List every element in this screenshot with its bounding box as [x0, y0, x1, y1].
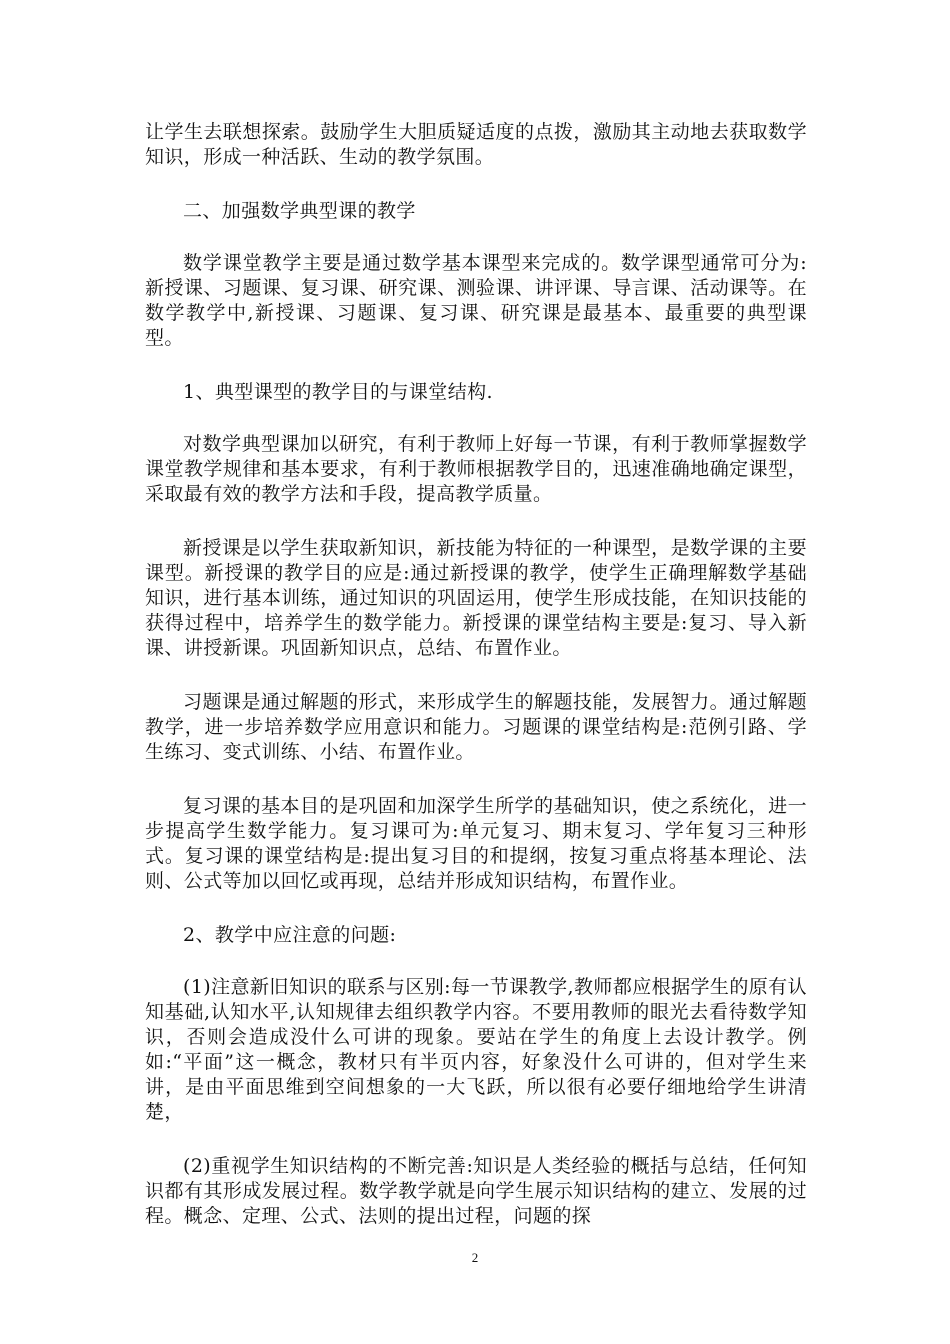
body-paragraph: 新授课是以学生获取新知识，新技能为特征的一种课型，是数学课的主要课型。新授课的教学目的应是:通过新授课的教学，使学生正确理解数学基础知识，进行基本训练，通过知识的巩固运用，使学生形成技能，在知识技能的获得过程中，培养学生的数学能力。新授课的课堂结构主要是:复习、导入新课、讲授新课。巩固新知识点，总结、布置作业。 — [145, 537, 807, 659]
subsection-heading: 1、典型课型的教学目的与课堂结构. — [183, 381, 493, 403]
section-heading: 二、加强数学典型课的教学 — [183, 200, 416, 222]
subsection-heading: 2、教学中应注意的问题: — [183, 924, 397, 946]
page-number: 2 — [471, 1250, 479, 1265]
body-paragraph: 让学生去联想探索。鼓励学生大胆质疑适度的点拨，激励其主动地去获取数学知识，形成一种活跃、生动的教学氛围。 — [145, 121, 807, 168]
body-paragraph: 复习课的基本目的是巩固和加深学生所学的基础知识，使之系统化，进一步提高学生数学能力。复习课可为:单元复习、期末复习、学年复习三种形式。复习课的课堂结构是:提出复习目的和提纲，按复习重点将基本理论、法则、公式等加以回忆或再现，总结并形成知识结构，布置作业。 — [145, 795, 807, 892]
body-paragraph: 习题课是通过解题的形式，来形成学生的解题技能，发展智力。通过解题教学，进一步培养数学应用意识和能力。习题课的课堂结构是:范例引路、学生练习、变式训练、小结、布置作业。 — [145, 691, 807, 763]
body-paragraph: (1)注意新旧知识的联系与区别:每一节课教学,教师都应根据学生的原有认知基础,认知水平,认知规律去组织教学内容。不要用教师的眼光去看待数学知识，否则会造成没什么可讲的现象。要站在学生的角度上去设计教学。例如:“平面”这一概念，教材只有半页内容，好象没什么可讲的，但对学生来讲，是由平面思维到空间想象的一大飞跃，所以很有必要仔细地给学生讲清楚， — [145, 976, 807, 1123]
body-paragraph: 数学课堂教学主要是通过数学基本课型来完成的。数学课型通常可分为:新授课、习题课、复习课、研究课、测验课、讲评课、导言课、活动课等。在数学教学中,新授课、习题课、复习课、研究课是最基本、最重要的典型课型。 — [145, 252, 807, 349]
body-paragraph: 对数学典型课加以研究，有利于教师上好每一节课，有利于教师掌握数学课堂教学规律和基本要求，有利于教师根据教学目的，迅速准确地确定课型，采取最有效的教学方法和手段，提高教学质量。 — [145, 433, 807, 505]
body-paragraph: (2)重视学生知识结构的不断完善:知识是人类经验的概括与总结，任何知识都有其形成发展过程。数学教学就是向学生展示知识结构的建立、发展的过程。概念、定理、公式、法则的提出过程，问题的探 — [145, 1155, 807, 1227]
document-body — [145, 120, 807, 1258]
